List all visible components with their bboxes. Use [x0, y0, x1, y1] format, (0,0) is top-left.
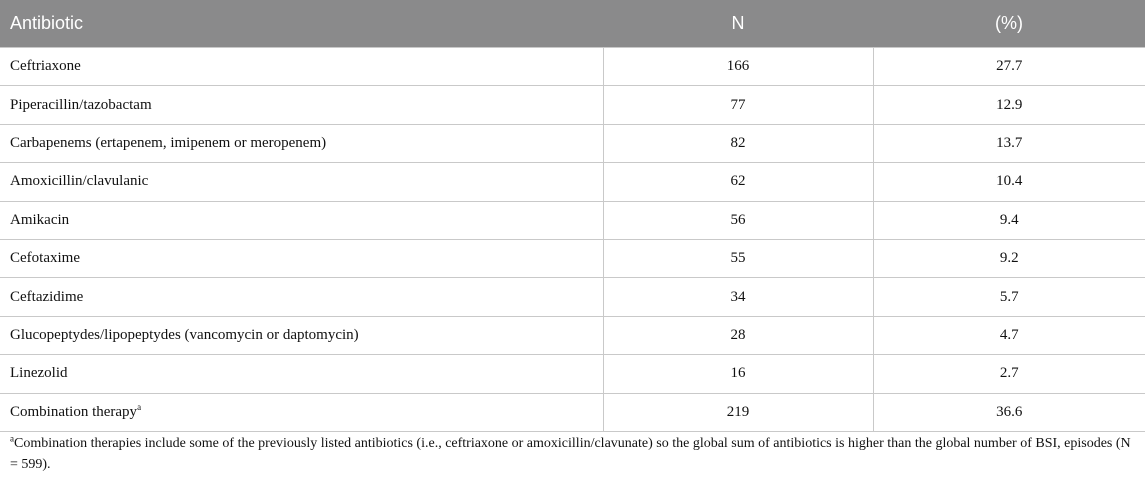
cell-percent: 10.4 — [873, 163, 1145, 201]
antibiotic-name: Ceftazidime — [10, 288, 84, 305]
cell-n: 16 — [603, 355, 873, 393]
antibiotic-name: Glucopeptydes/lipopeptydes (vancomycin or daptomycin) — [10, 326, 359, 343]
table-body — [0, 48, 1145, 432]
table-row — [0, 86, 1145, 124]
cell-antibiotic — [0, 163, 603, 201]
cell-n: 28 — [603, 316, 873, 354]
antibiotic-name: Amikacin — [10, 211, 70, 228]
footnote-text: Combination therapies include some of the previously listed antibiotics (i.e., ceftriaxone or amoxicillin/clavunate) so the global sum of antibiotics is higher than the global number of BSI, episodes (N = 599). — [10, 436, 1131, 472]
cell-antibiotic — [0, 86, 603, 124]
table-row — [0, 124, 1145, 162]
cell-n: 82 — [603, 124, 873, 162]
table-row — [0, 355, 1145, 393]
antibiotic-name: Piperacillin/tazobactam — [10, 96, 152, 113]
antibiotic-name: Combination therapy — [10, 403, 138, 420]
antibiotic-name: Cefotaxime — [10, 250, 80, 267]
cell-antibiotic — [0, 201, 603, 239]
cell-n: 219 — [603, 393, 873, 431]
table-header — [0, 0, 1145, 48]
table-row — [0, 239, 1145, 277]
table-row — [0, 163, 1145, 201]
table-row — [0, 316, 1145, 354]
cell-n: 77 — [603, 86, 873, 124]
cell-percent: 9.4 — [873, 201, 1145, 239]
cell-antibiotic — [0, 48, 603, 86]
cell-antibiotic — [0, 393, 603, 431]
cell-n: 34 — [603, 278, 873, 316]
cell-n: 56 — [603, 201, 873, 239]
header-percent: (%) — [873, 0, 1145, 48]
cell-percent: 36.6 — [873, 393, 1145, 431]
table-row — [0, 48, 1145, 86]
cell-percent: 4.7 — [873, 316, 1145, 354]
antibiotic-name: Linezolid — [10, 365, 68, 382]
cell-antibiotic — [0, 124, 603, 162]
cell-n: 166 — [603, 48, 873, 86]
footnote-marker: a — [137, 401, 142, 412]
cell-antibiotic — [0, 278, 603, 316]
antibiotic-name: Carbapenems (ertapenem, imipenem or meropenem) — [10, 134, 327, 151]
header-antibiotic: Antibiotic — [0, 0, 603, 48]
table-footnote — [10, 433, 1135, 475]
cell-percent: 27.7 — [873, 48, 1145, 86]
table-row — [0, 278, 1145, 316]
cell-percent: 13.7 — [873, 124, 1145, 162]
footnote-marker: a — [10, 433, 14, 444]
cell-percent: 12.9 — [873, 86, 1145, 124]
antibiotic-name: Ceftriaxone — [10, 58, 81, 75]
cell-n: 62 — [603, 163, 873, 201]
cell-antibiotic — [0, 316, 603, 354]
table-row — [0, 201, 1145, 239]
cell-percent: 5.7 — [873, 278, 1145, 316]
cell-n: 55 — [603, 239, 873, 277]
cell-percent: 9.2 — [873, 239, 1145, 277]
antibiotic-name: Amoxicillin/clavulanic — [10, 173, 149, 190]
header-row — [0, 0, 1145, 48]
header-n: N — [603, 0, 873, 48]
table-row — [0, 393, 1145, 431]
cell-antibiotic — [0, 239, 603, 277]
cell-percent: 2.7 — [873, 355, 1145, 393]
cell-antibiotic — [0, 355, 603, 393]
